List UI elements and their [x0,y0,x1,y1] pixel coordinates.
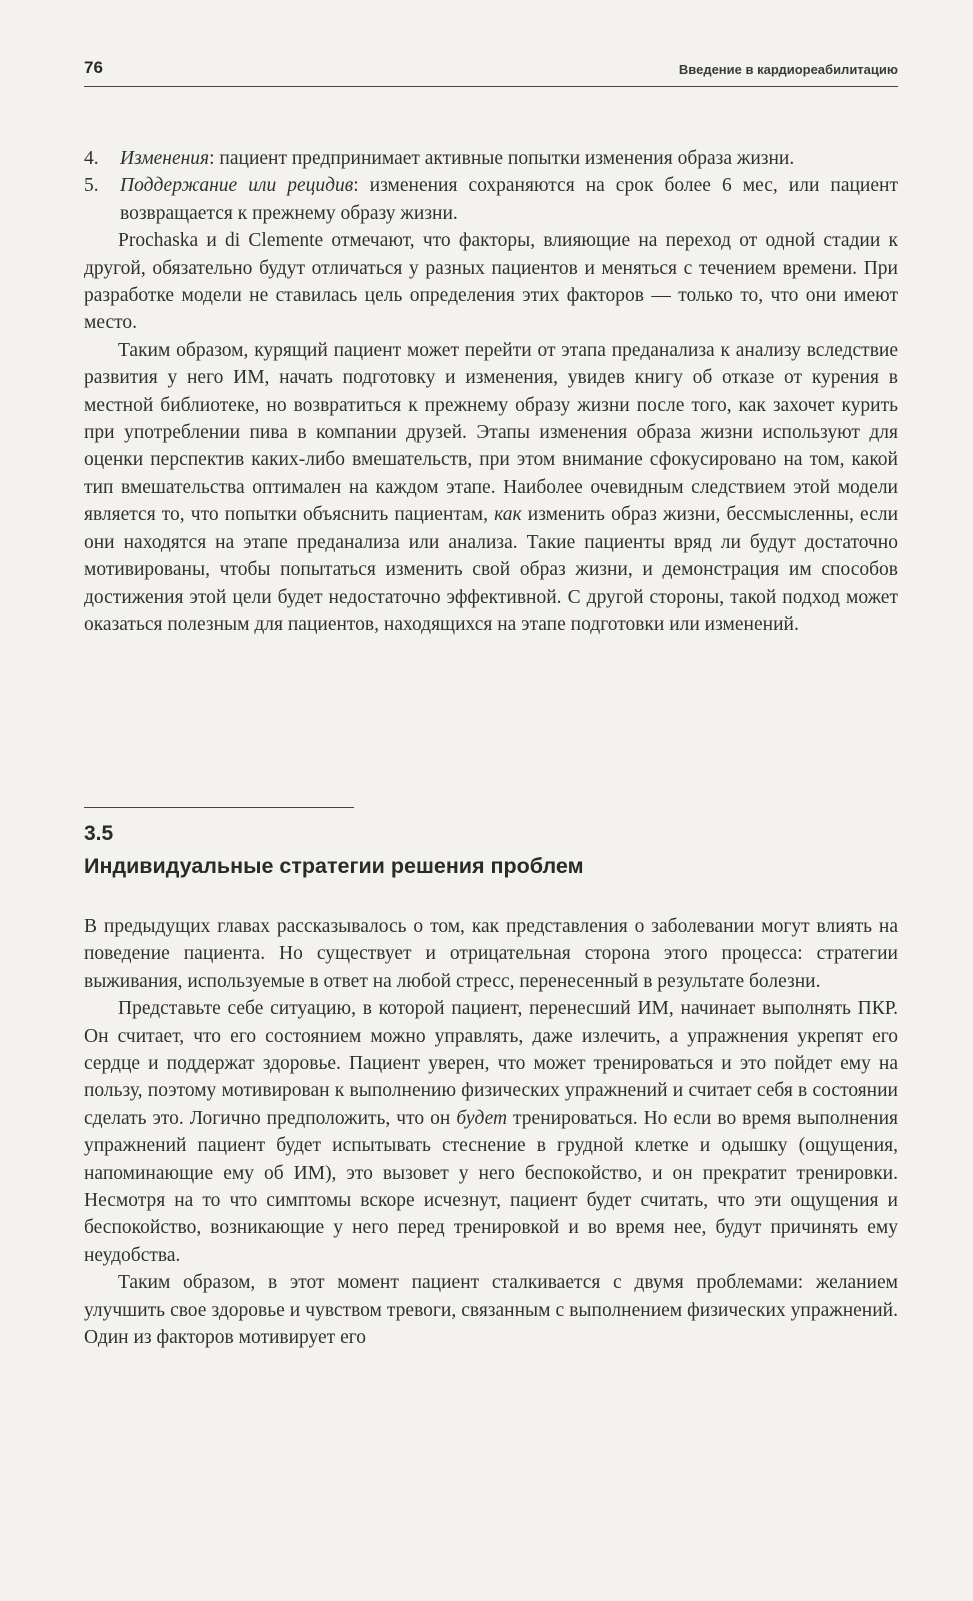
paragraph-text: Таким образом, курящий пациент может перейти от этапа преданализа к анализу вследствие развития у него ИМ, начать подготовку и изменения, увидев книгу об отказе от курения в местной библиотеке, но возвратиться к прежнему образу жизни после того, как захочет курить при употреблении пива в компании друзей. Этапы изменения образа жизни используют для оценки перспектив каких-либо вмешательств, при этом внимание сфокусировано на том, какой тип вмешательства оптимален на каждом этапе. Наиболее очевидным следствием этой модели является то, что попытки объяснить пациентам, [84,339,898,526]
running-title: Введение в кардиореабилитацию [678,62,898,77]
paragraph [84,913,898,995]
section-number: 3.5 [84,822,114,845]
text-block-bottom [84,913,898,1352]
page-number: 76 [84,58,103,77]
text-block-top [84,145,898,638]
list-item [84,172,898,227]
paragraph-text: изменить образ жизни, бессмысленны, если они находятся на этапе преданализа или анализа. Такие пациенты вряд ли будут достаточно мотивированы, чтобы попытаться изменить свой образ жизни, и демонстрация им способов достижения этой цели будет недостаточно эффективной. С другой стороны, такой подход может оказаться полезным для пациентов, находящихся на этапе подготовки или изменений. [84,504,898,635]
paragraph [84,995,898,1269]
section-divider [84,807,354,808]
list-number: 4. [84,148,99,169]
paragraph [84,1269,898,1351]
paragraph-text: Представьте себе ситуацию, в которой пациент, перенесший ИМ, начинает выполнять ПКР. Он считает, что его состоянием можно управлять, даже излечить, а упражнения укрепят его сердце и поддержат здоровье. Пациент уверен, что может тренироваться и это пойдет ему на пользу, поэтому мотивирован к выполнению физических упражнений и считает себя в состоянии сделать это. Логично предположить, что он [84,998,898,1129]
paragraph [84,227,898,337]
list-number: 5. [84,175,99,197]
list-text: : пациент предпринимает активные попытки изменения образа жизни. [209,148,795,169]
paragraph [84,337,898,638]
list-term: Изменения [120,148,210,169]
emphasis-text: как [494,504,522,526]
list-item [84,145,898,172]
emphasis-text: будет [456,1107,508,1129]
paragraph-text: тренироваться. Но если во время выполнения упражнений пациент будет испытывать стеснение в грудной клетке и одышку (ощущения, напоминающие ему об ИМ), это вызовет у него беспокойство, и он прекратит тренировки. Несмотря на то что симптомы вскоре исчезнут, пациент будет считать, что эти ощущения и беспокойство, возникающие у него перед тренировкой и во время нее, будут причинять ему неудобства. [84,1107,898,1266]
paragraph-text: В предыдущих главах рассказывалось о том, как представления о заболевании могут влиять на поведение пациента. Но существует и отрицательная сторона этого процесса: стратегии выживания, используемые в ответ на любой стресс, перенесенный в результате болезни. [84,916,898,992]
list-term: Поддержание или рецидив [120,175,354,197]
paragraph-text: Таким образом, в этот момент пациент сталкивается с двумя проблемами: желанием улучшить свое здоровье и чувством тревоги, связанным с выполнением физических упражнений. Один из факторов мотивирует его [84,1272,898,1349]
section-title: Индивидуальные стратегии решения проблем [84,854,584,878]
paragraph-text: Prochaska и di Clemente отмечают, что факторы, влияющие на переход от одной стадии к другой, обязательно будут отличаться у разных пациентов и меняться с течением времени. При разработке модели не ставилась цель определения этих факторов — только то, что они имеют место. [84,230,898,334]
list-text: : изменения сохраняются на срок более 6 мес, или пациент возвращается к прежнему образу жизни. [120,175,898,224]
page-header [84,58,898,87]
